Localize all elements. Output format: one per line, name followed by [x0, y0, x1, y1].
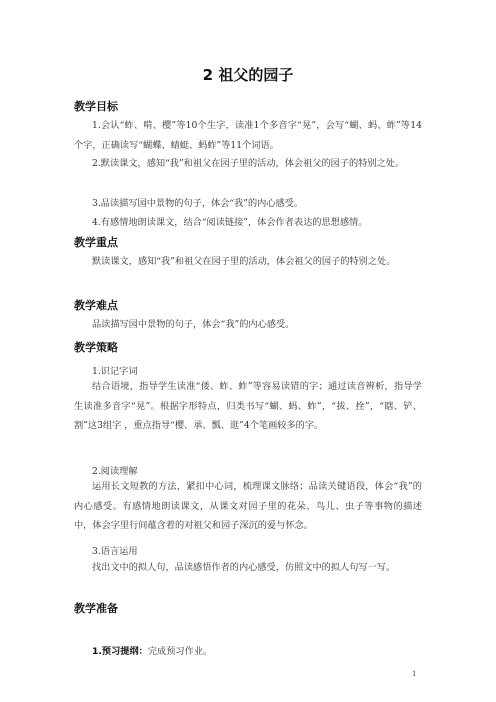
heading-key-points: 教学重点 [74, 236, 118, 249]
heading-preparation: 教学准备 [74, 602, 118, 615]
strategy-sub1-text: 结合语境，指导学生读准“倭、蚱、蚱”等容易读错的字；通过读音辨析，指导学生读准多音字“晃”。根据字形特点，归类书写“蝴、蚂、蚱”，“拔、拴”，“瞎、铲、割”这3组字 ，重点指导“樱、承、瓢、逛”4个笔画较多的字。 [74, 381, 422, 432]
difficult-points-text: 品读描写园中景物的句子，体会“我”的内心感受。 [92, 319, 295, 330]
goal-item-3: 3.品读描写园中景物的句子，体会“我”的内心感受。 [92, 198, 304, 209]
preparation-label: 1.预习提纲： [92, 646, 148, 657]
key-points-text: 默读课文，感知“我”和祖父在园子里的活动，体会祖父的园子的特别之处。 [92, 256, 396, 267]
preparation-text: 完成预习作业。 [147, 646, 213, 657]
goal-item-1: 1.会认“蚱、啃、樱”等10个生字，读准1个多音字“晃”，会写“蝴、蚂、蚱”等14个字，正确读写“蝴蝶、蜻蜓、蚂蚱”等11个词语。 [74, 120, 422, 151]
strategy-sub3-text: 找出文中的拟人句，品读感悟作者的内心感受，仿照文中的拟人句写一写。 [92, 562, 396, 573]
page-number: 1 [412, 670, 417, 678]
strategy-sub1-title: 1.识记字词 [92, 366, 138, 377]
heading-goals: 教学目标 [74, 100, 118, 113]
strategy-sub2-text: 运用长文短教的方法，紧扣中心词，梳理课文脉络；品读关键语段，体会“我”的内心感受。有感情地朗读课文，从课文对园子里的花朵、鸟儿、虫子等事物的描述中，体会字里行间蕴含着的对祖父和园子深沉的爱与怀念。 [74, 481, 422, 532]
strategy-sub3-title: 3.语言运用 [92, 546, 138, 557]
heading-difficult-points: 教学难点 [74, 299, 118, 312]
strategy-sub2-title: 2.阅读理解 [92, 466, 138, 477]
goal-item-4: 4.有感情地朗读课文，结合“阅读链接”，体会作者表达的思想感情。 [92, 217, 368, 228]
goal-item-2: 2.默读课文，感知“我”和祖父在园子里的活动，体会祖父的园子的特别之处。 [92, 158, 405, 169]
page-title: 2 祖父的园子 [202, 66, 294, 84]
preparation-item [92, 643, 212, 657]
heading-strategy: 教学策略 [74, 341, 118, 354]
